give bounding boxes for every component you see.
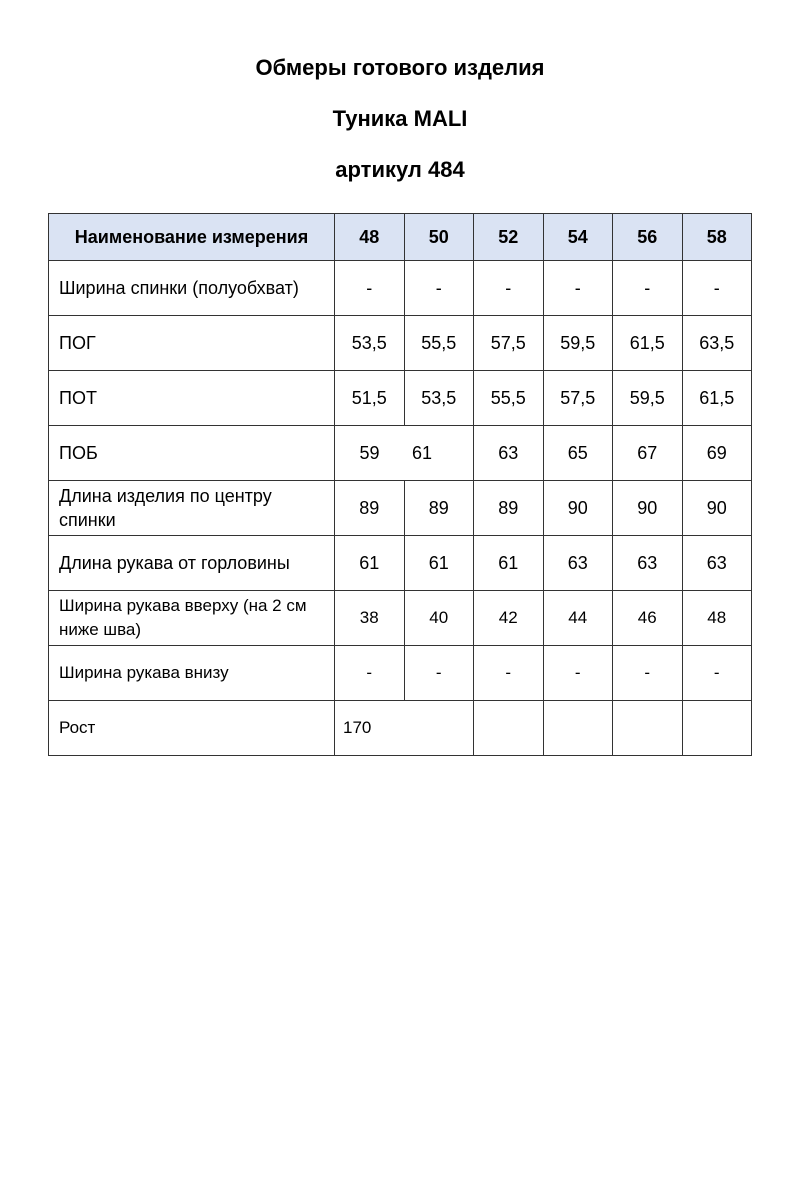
cell-value: 53,5 <box>404 371 474 426</box>
row-label: ПОГ <box>49 316 335 371</box>
row-label: Ширина рукава внизу <box>49 646 335 701</box>
cell-value: 55,5 <box>404 316 474 371</box>
cell-value: 46 <box>613 591 683 646</box>
row-label: Длина изделия по центру спинки <box>49 481 335 536</box>
table-row <box>49 371 752 426</box>
cell-value: 42 <box>474 591 544 646</box>
cell-value: 61 <box>335 536 405 591</box>
cell-value: 40 <box>404 591 474 646</box>
row-label: Длина рукава от горловины <box>49 536 335 591</box>
cell-value: - <box>474 646 544 701</box>
cell-value: 65 <box>543 426 613 481</box>
cell-value: 63 <box>543 536 613 591</box>
cell-value: 59 <box>335 426 405 481</box>
row-label: Ширина рукава вверху (на 2 см ниже шва) <box>49 591 335 646</box>
cell-value: - <box>682 646 752 701</box>
cell-value: 89 <box>335 481 405 536</box>
cell-value: - <box>404 261 474 316</box>
measurements-table <box>48 213 752 756</box>
cell-value: 63 <box>613 536 683 591</box>
cell-value: 51,5 <box>335 371 405 426</box>
column-header-size: 52 <box>474 214 544 261</box>
cell-value: 63 <box>474 426 544 481</box>
cell-value: 63,5 <box>682 316 752 371</box>
column-header-name: Наименование измерения <box>49 214 335 261</box>
row-label: ПОТ <box>49 371 335 426</box>
empty-cell <box>543 701 613 756</box>
cell-value: 59,5 <box>613 371 683 426</box>
cell-value: 89 <box>474 481 544 536</box>
empty-cell <box>682 701 752 756</box>
cell-value: - <box>613 261 683 316</box>
cell-value: 90 <box>613 481 683 536</box>
cell-value: 55,5 <box>474 371 544 426</box>
cell-value: 61 <box>404 426 474 481</box>
column-header-size: 48 <box>335 214 405 261</box>
cell-value: - <box>404 646 474 701</box>
table-row <box>49 701 752 756</box>
cell-value: 38 <box>335 591 405 646</box>
table-row <box>49 481 752 536</box>
empty-cell <box>474 701 544 756</box>
cell-value: 61 <box>404 536 474 591</box>
cell-value: - <box>335 261 405 316</box>
table-row <box>49 316 752 371</box>
row-label: ПОБ <box>49 426 335 481</box>
cell-value: 44 <box>543 591 613 646</box>
document-title: Обмеры готового изделия <box>255 55 545 80</box>
cell-value: - <box>543 261 613 316</box>
product-name: Туника MALI <box>332 106 468 131</box>
cell-value: 61,5 <box>682 371 752 426</box>
table-row <box>49 646 752 701</box>
cell-value: 89 <box>404 481 474 536</box>
cell-value: 67 <box>613 426 683 481</box>
column-header-size: 58 <box>682 214 752 261</box>
cell-value: - <box>335 646 405 701</box>
table-row <box>49 426 752 481</box>
cell-value: 53,5 <box>335 316 405 371</box>
row-label: Рост <box>49 701 335 756</box>
cell-value: - <box>543 646 613 701</box>
cell-value: 61 <box>474 536 544 591</box>
cell-value: 90 <box>543 481 613 536</box>
cell-value: - <box>474 261 544 316</box>
cell-value: 63 <box>682 536 752 591</box>
column-header-size: 50 <box>404 214 474 261</box>
cell-value: 69 <box>682 426 752 481</box>
cell-value: 90 <box>682 481 752 536</box>
column-header-size: 54 <box>543 214 613 261</box>
cell-value: 57,5 <box>474 316 544 371</box>
table-row <box>49 261 752 316</box>
cell-value: 59,5 <box>543 316 613 371</box>
cell-value: 61,5 <box>613 316 683 371</box>
row-label: Ширина спинки (полуобхват) <box>49 261 335 316</box>
table-row <box>49 591 752 646</box>
column-header-size: 56 <box>613 214 683 261</box>
cell-value: 57,5 <box>543 371 613 426</box>
cell-value: - <box>613 646 683 701</box>
article-number: артикул 484 <box>335 157 465 182</box>
table-row <box>49 536 752 591</box>
empty-cell <box>613 701 683 756</box>
table-header-row <box>49 214 752 261</box>
cell-value: 48 <box>682 591 752 646</box>
cell-value: - <box>682 261 752 316</box>
cell-value: 170 <box>335 701 474 756</box>
